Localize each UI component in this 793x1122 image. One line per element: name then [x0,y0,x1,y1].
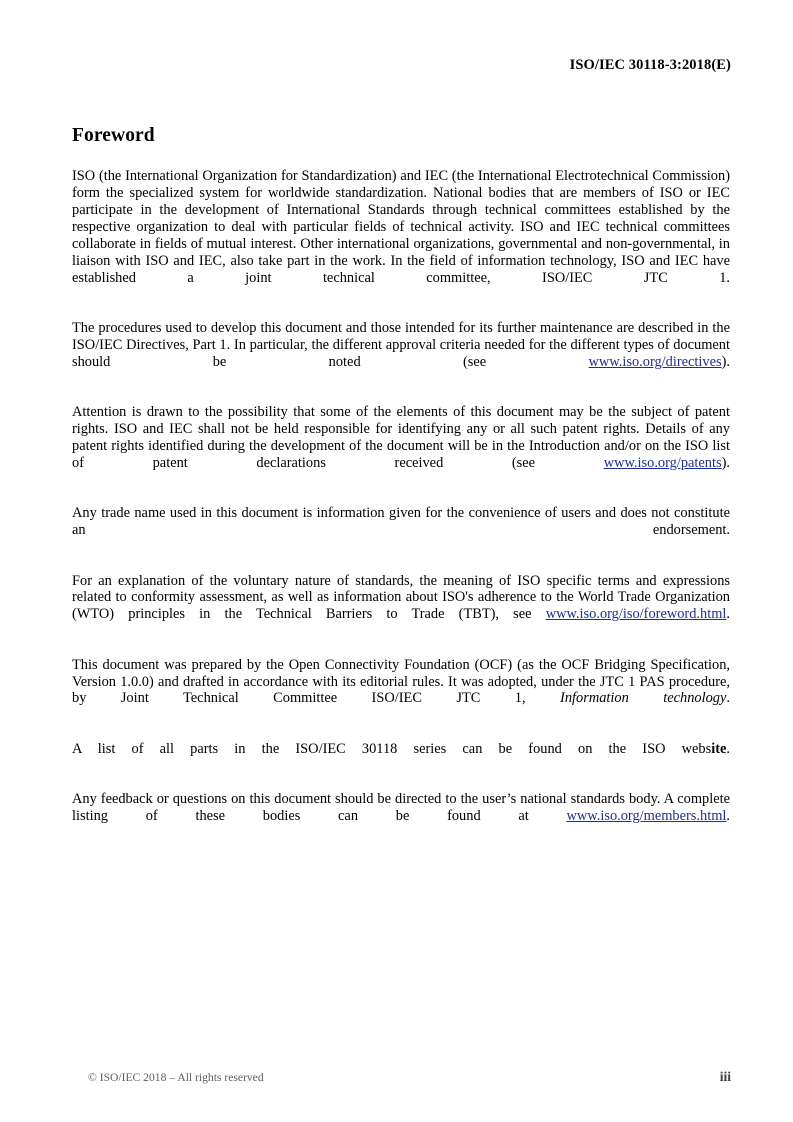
link-iso-foreword[interactable]: www.iso.org/iso/foreword.html [545,606,727,623]
page-footer [88,1069,731,1085]
copyright-notice: © ISO/IEC 2018 – All rights reserved [88,1071,264,1084]
paragraph-text-tail: . [726,807,730,824]
paragraph-text-tail: ). [721,353,730,370]
paragraph-scope-of-iso-iec [72,168,730,303]
link-iso-directives[interactable]: www.iso.org/directives [588,353,722,370]
paragraph-text: Any trade name used in this document is information given for the convenience of users and does not constitute an endorsement. [72,505,730,539]
paragraph-text: A list of all parts in the ISO/IEC 30118 series can be found on the ISO webs [72,740,712,757]
paragraph-procedures [72,320,730,388]
paragraph-text: Attention is drawn to the possibility that some of the elements of this document may be the subject of patent rights. ISO and IEC shall not be held responsible for identifying any or all such patent rights. Details of any patent rights identified during the development of the document will be in the Introduction and/or on the ISO list of patent declarations received (see [72,404,730,471]
running-header [72,57,731,74]
paragraph-text: This document was prepared by the Open Connectivity Foundation (OCF) (as the OCF Bridging Specification, Version 1.0.0) and drafted in accordance with its editorial rules. It was adopted, under the JTC 1 PAS procedure, by Joint Technical Committee ISO/IEC JTC 1, [72,656,730,707]
paragraph-feedback [72,791,730,842]
paragraph-patent-rights [72,404,730,489]
page-number: iii [719,1069,731,1084]
committee-title-italic: Information technology [560,690,727,707]
paragraph-text-tail: . [726,740,730,757]
paragraph-text-tail: . [726,606,730,623]
standard-reference: ISO/IEC 30118-3:2018(E) [569,57,731,73]
paragraph-trade-name [72,505,730,556]
paragraph-text: ISO (the International Organization for Standardization) and IEC (the International Electrotechnical Commission) form the specialized system for worldwide standardization. National bodies that are members of ISO or IEC participate in the development of International Standards through technical committees established by the respective organization to deal with particular fields of technical activity. ISO and IEC technical committees collaborate in fields of mutual interest. Other international organizations, governmental and non-governmental, in liaison with ISO and IEC, also take part in the work. In the field of information technology, ISO and IEC have established a joint technical committee, ISO/IEC JTC 1. [72,168,730,286]
website-emphasis: ite [711,740,727,757]
paragraph-text-tail: . [726,690,730,707]
paragraph-text: For an explanation of the voluntary nature of standards, the meaning of ISO specific terms and expressions related to conformity assessment, as well as information about ISO's adherence to the World Trade Organization (WTO) principles in the Technical Barriers to Trade (TBT), see [72,572,730,623]
paragraph-document-origin [72,657,730,725]
page-title: Foreword [72,125,155,146]
link-iso-patents[interactable]: www.iso.org/patents [603,454,722,471]
link-iso-members[interactable]: www.iso.org/members.html [566,807,727,824]
page-content [72,124,730,842]
paragraph-voluntary-nature [72,573,730,641]
paragraph-text: Any feedback or questions on this document should be directed to the user’s national standards body. A complete listing of these bodies can be found at [72,791,730,824]
paragraph-text-tail: ). [721,454,730,471]
paragraph-text: The procedures used to develop this document and those intended for its further maintenance are described in the ISO/IEC Directives, Part 1. In particular, the different approval criteria needed for the different types of document should be noted (see [72,320,730,370]
paragraph-series-parts [72,741,730,775]
